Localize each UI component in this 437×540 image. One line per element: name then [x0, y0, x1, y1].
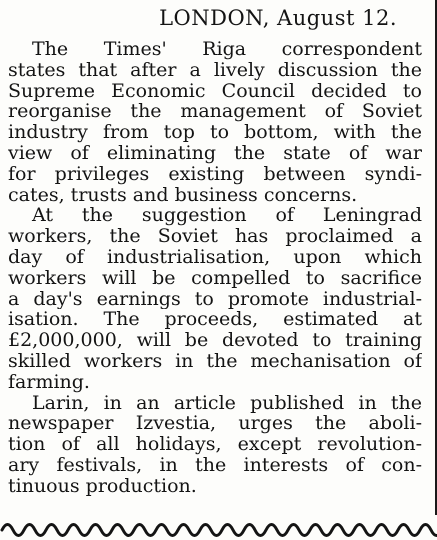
text-line: a day's earnings to promote industrial-	[8, 288, 422, 310]
text-line: The Times' Riga correspondent	[32, 39, 422, 60]
text-line: Supreme Economic Council decided to	[8, 80, 422, 102]
text-line: tion of all holidays, except revolution-	[8, 434, 422, 455]
paragraph-2	[8, 205, 422, 392]
paragraph-1	[8, 39, 422, 205]
text-line: tinuous production.	[8, 475, 197, 497]
dateline: LONDON, August 12.	[159, 6, 397, 30]
text-line: Larin, in an article published in the	[32, 392, 422, 414]
text-line: At the suggestion of Leningrad	[32, 205, 422, 227]
text-line: newspaper Izvestia, urges the aboli-	[8, 413, 422, 435]
text-line: cates, trusts and business concerns.	[8, 184, 358, 206]
text-line: day of industrialisation, upon which	[8, 246, 422, 268]
text-line: workers, the Soviet has proclaimed a	[8, 226, 422, 247]
text-line: isation. The proceeds, estimated at	[8, 309, 422, 331]
text-line: reorganise the management of Soviet	[8, 101, 422, 123]
text-line: states that after a lively discussion the	[8, 59, 422, 81]
text-line: for privileges existing between syndi-	[8, 163, 422, 185]
decorative-border	[0, 518, 437, 540]
scroll-ornament-icon	[2, 525, 437, 536]
text-line: view of eliminating the state of war	[8, 142, 422, 164]
text-line: skilled workers in the mechanisation of	[8, 350, 422, 372]
text-line: farming.	[8, 371, 90, 393]
text-line: workers will be compelled to sacrifice	[8, 267, 422, 289]
text-line: £2,000,000, will be devoted to training	[8, 330, 422, 351]
text-line: industry from top to bottom, with the	[8, 122, 422, 143]
article-body	[8, 39, 422, 497]
text-line: ary festivals, in the interests of con-	[8, 454, 422, 476]
paragraph-3	[8, 393, 422, 497]
